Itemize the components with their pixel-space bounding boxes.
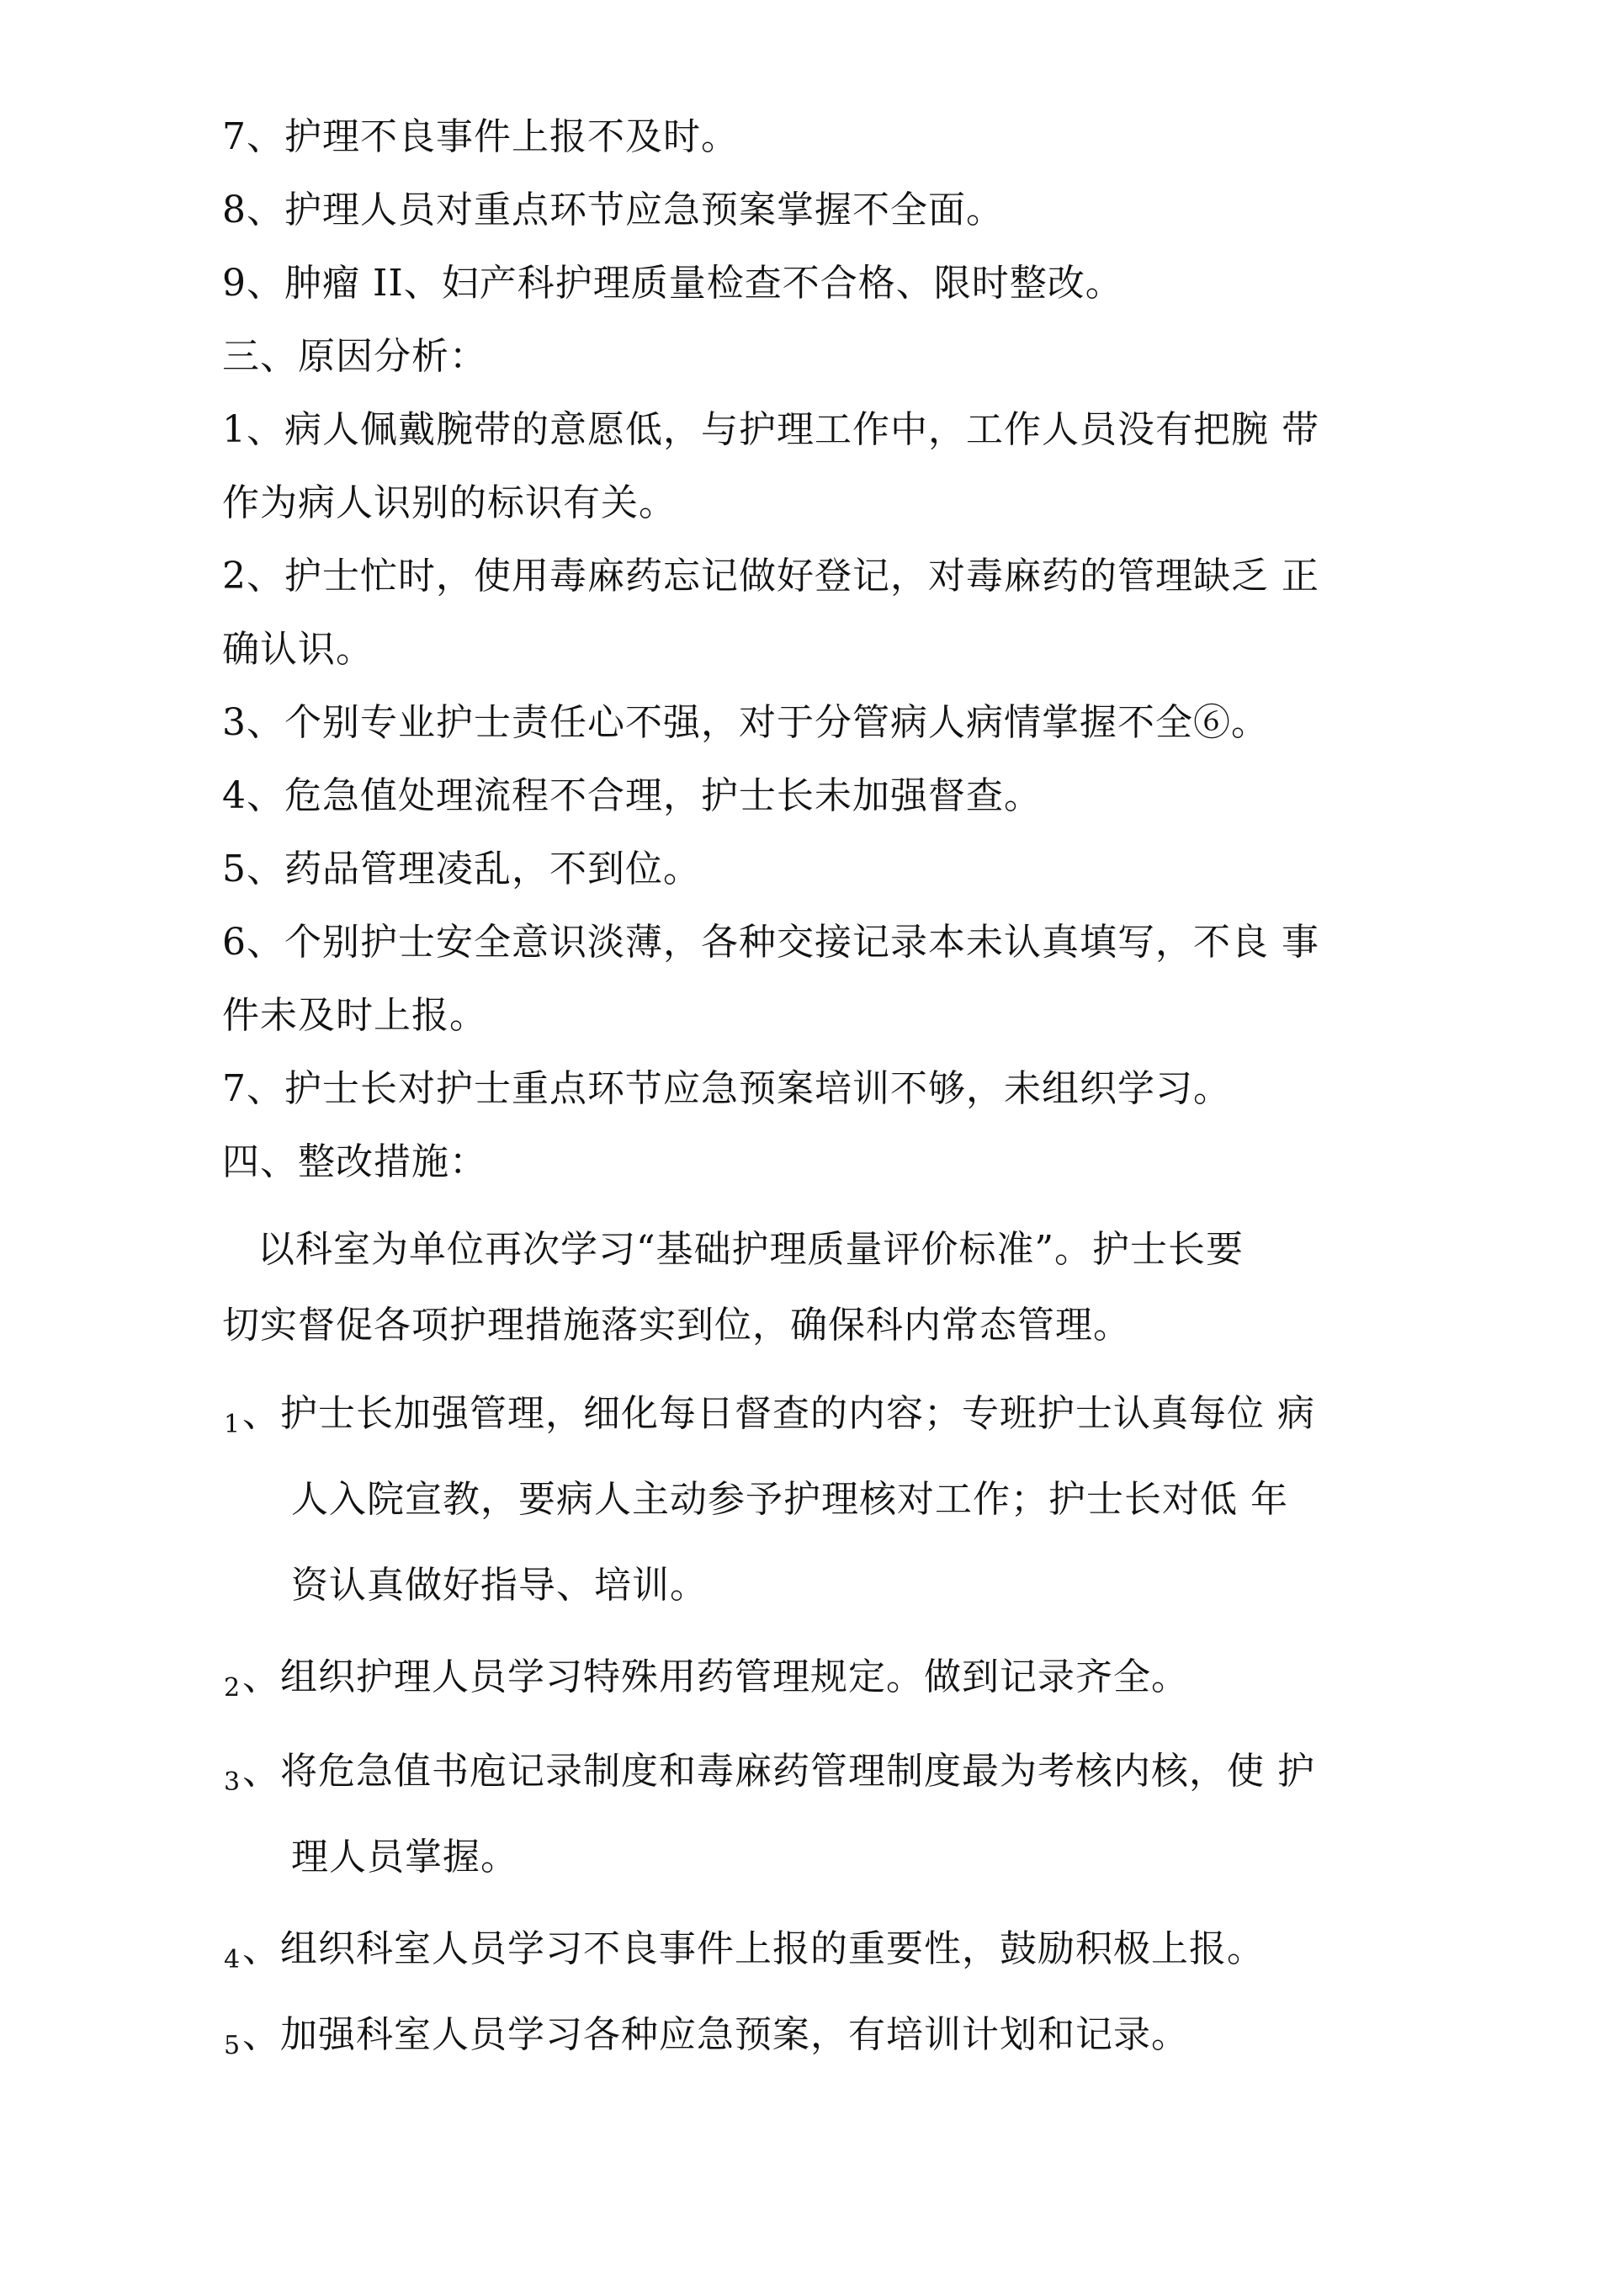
measure-item-4-number: 4 — [224, 1945, 241, 1974]
cause-item-6-line-2: 件未及时上报。 — [222, 994, 487, 1037]
measure-item-5-line-1: 、加强科室人员学习各种应急预案，有培训计划和记录。 — [242, 2013, 1189, 2056]
measure-item-1-line-2: 人入院宣教，要病人主动参予护理核对工作；护士长对低 年 — [291, 1478, 1288, 1521]
measure-item-4-line-1: 、组织科室人员学习不良事件上报的重要性，鼓励积极上报。 — [242, 1927, 1265, 1970]
cause-item-5: 5、药品管理凌乱，不到位。 — [222, 848, 701, 890]
measure-item-1-line-1: 、护士长加强管理，细化每日督查的内容；专班护士认真每位 病 — [242, 1392, 1315, 1435]
cause-item-4: 4、危急值处理流程不合理，护士长未加强督查。 — [222, 774, 1042, 817]
measure-item-3-number: 3 — [224, 1767, 241, 1797]
measure-item-5-number: 5 — [224, 2031, 241, 2060]
section-heading-cause-analysis: 三、原因分析： — [222, 335, 487, 378]
cause-item-2-line-1: 2、护士忙时，使用毒麻药忘记做好登记，对毒麻药的管理缺乏 正 — [222, 555, 1319, 598]
measure-item-2-line-1: 、组织护理人员学习特殊用药管理规定。做到记录齐全。 — [242, 1656, 1189, 1698]
cause-item-3: 3、个别专业护士责任心不强，对于分管病人病情掌握不全⑥。 — [222, 701, 1269, 744]
measure-item-3-line-2: 理人员掌握。 — [291, 1836, 518, 1879]
measure-item-1-line-3: 资认真做好指导、培训。 — [291, 1564, 708, 1607]
measures-intro-line-1: 以科室为单位再次学习“基础护理质量评价标准”。护士长要 — [257, 1228, 1244, 1271]
cause-item-6-line-1: 6、个别护士安全意识淡薄，各种交接记录本未认真填写，不良 事 — [222, 921, 1319, 964]
section-heading-measures: 四、整改措施： — [222, 1140, 487, 1183]
problem-item-9: 9、肿瘤 II、妇产科护理质量检查不合格、限时整改。 — [222, 262, 1123, 305]
measure-item-3-line-1: 、将危急值书庖记录制度和毒麻药管理制度最为考核内核，使 护 — [242, 1750, 1315, 1793]
measure-item-2-number: 2 — [224, 1673, 241, 1703]
measure-item-1-number: 1 — [224, 1410, 241, 1439]
problem-item-7: 7、护理不良事件上报不及时。 — [222, 115, 739, 158]
cause-item-1-line-2: 作为病人识别的标识有关。 — [222, 481, 677, 524]
problem-item-8: 8、护理人员对重点环节应急预案掌握不全面。 — [222, 189, 1004, 231]
cause-item-7: 7、护士长对护士重点环节应急预案培训不够，未组织学习。 — [222, 1067, 1231, 1110]
cause-item-2-line-2: 确认识。 — [222, 628, 374, 671]
cause-item-1-line-1: 1、病人佩戴腕带的意愿低，与护理工作中，工作人员没有把腕 带 — [222, 408, 1319, 451]
measures-intro-line-2: 切实督促各项护理措施落实到位，确保科内常态管理。 — [222, 1304, 1131, 1347]
